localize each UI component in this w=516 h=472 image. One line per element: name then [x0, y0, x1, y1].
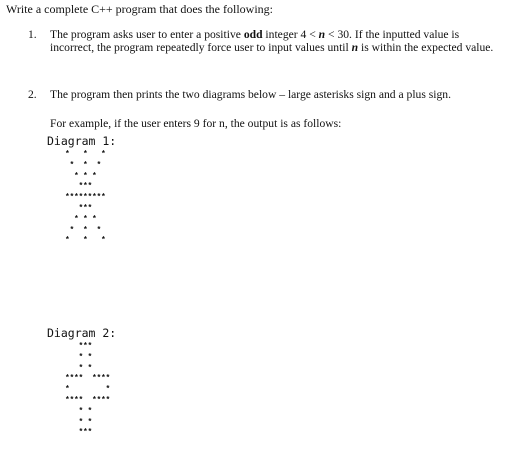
diagram-row: * *	[65, 363, 106, 373]
diagram-2	[65, 342, 110, 439]
diagram-row: * * *	[65, 225, 106, 235]
diagram-row: ***	[65, 182, 106, 192]
variable-n: n	[351, 40, 359, 54]
text-segment: The program asks user to enter a positive	[50, 28, 244, 41]
bold-word: odd	[243, 28, 263, 41]
example-text: For example, if the user enters 9 for n, the output is as follows:	[50, 117, 342, 130]
diagram-row: * *	[65, 352, 106, 362]
diagram-row: * *	[65, 417, 106, 427]
text-segment: is within the expected value.	[358, 40, 494, 54]
diagram-row: * * *	[65, 236, 106, 246]
requirement-item-2	[28, 89, 498, 102]
text-segment: integer 4 <	[262, 28, 319, 41]
diagram-1	[65, 150, 106, 247]
diagram-row: **** ****	[65, 374, 111, 384]
text-segment: < 30. If the inputted value is incorrect, the program repeatedly force user to input values until	[50, 28, 460, 54]
diagram-row: * * *	[65, 150, 106, 159]
variable-n: n	[318, 28, 326, 41]
intro-text: Write a complete C++ program that does the following:	[6, 2, 273, 16]
diagram-2-title: Diagram 2:	[47, 326, 117, 340]
diagram-row: * * *	[65, 171, 106, 181]
diagram-row: * * *	[65, 214, 106, 224]
item-number: 2.	[28, 88, 37, 101]
item-number: 1.	[28, 28, 37, 41]
item-text: The program then prints the two diagrams below – large asterisks sign and a plus sign.	[50, 88, 451, 101]
diagram-row: * * *	[65, 160, 106, 170]
item-text	[50, 29, 498, 54]
diagram-row: *********	[65, 193, 106, 203]
diagram-1-title: Diagram 1:	[47, 134, 117, 148]
diagram-row: ***	[65, 203, 106, 213]
diagram-row: * *	[65, 406, 106, 416]
diagram-row: **** ****	[65, 395, 111, 405]
diagram-row: * *	[65, 385, 111, 395]
diagram-row: ***	[65, 342, 106, 351]
requirement-item-1	[28, 29, 498, 54]
diagram-row: ***	[65, 428, 106, 438]
